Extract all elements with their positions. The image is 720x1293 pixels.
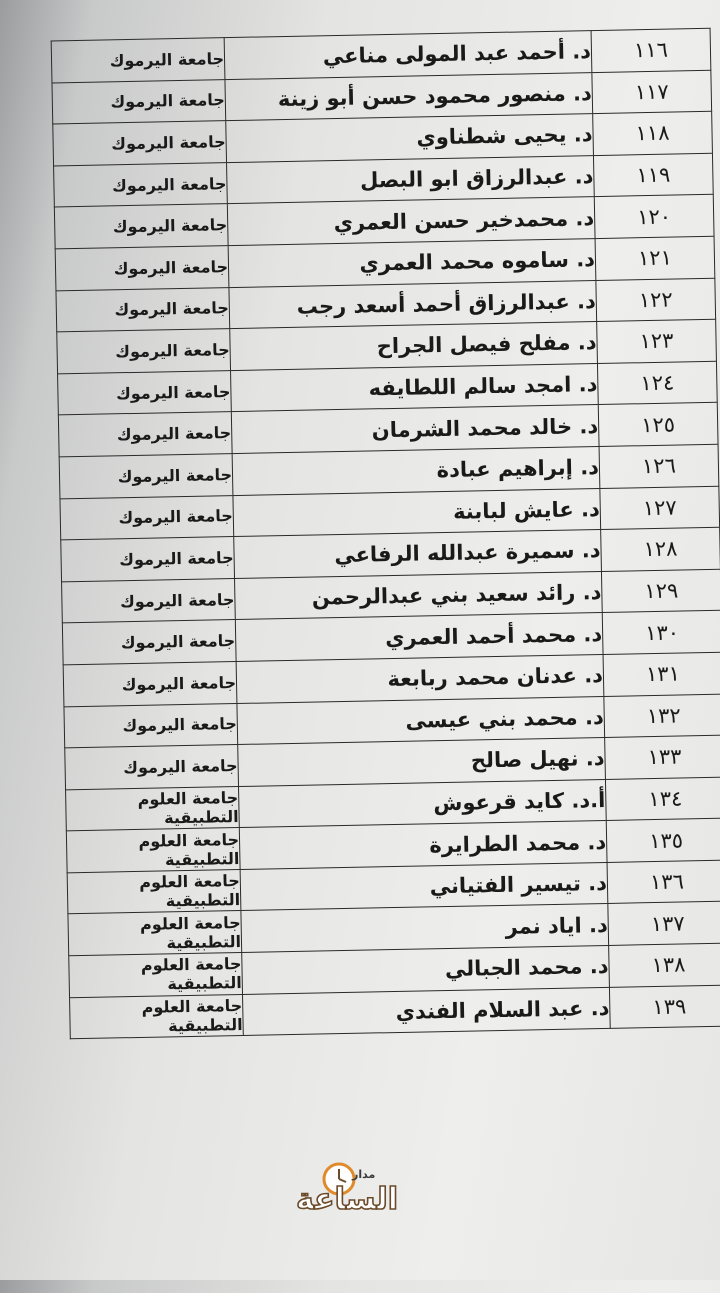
names-table [51,28,720,1040]
row-number: ١١٧ [592,70,712,114]
row-university: جامعة العلوم التطبيقية [67,869,241,914]
row-name: أ.د. كايد قرعوش [239,779,607,828]
row-name: د. مفلح فيصل الجراح [230,322,598,371]
row-number: ١٢٥ [598,403,718,447]
row-name: د. إبراهيم عبادة [232,446,600,495]
row-university: جامعة العلوم التطبيقية [70,994,244,1039]
row-university: جامعة اليرموك [56,287,230,332]
row-number: ١٣٥ [606,818,720,862]
row-name: د. محمد الطرايرة [239,821,607,870]
row-number: ١٢٣ [597,319,717,363]
names-table-body [51,28,720,1039]
row-university: جامعة اليرموك [59,454,233,499]
row-name: د. يحيى شطناوي [226,114,594,163]
row-name: د. سميرة عبدالله الرفاعي [234,530,602,579]
row-university: جامعة اليرموك [63,661,237,706]
row-name: د. عدنان محمد ربابعة [236,654,604,703]
row-university: جامعة اليرموك [51,38,225,83]
row-number: ١٢١ [595,236,715,280]
row-name: د. اياد نمر [241,904,609,953]
row-number: ١٢٢ [596,278,716,322]
row-name: د. خالد محمد الشرمان [231,405,599,454]
row-name: د. عبدالرزاق أحمد أسعد رجب [229,280,597,329]
row-university: جامعة اليرموك [54,204,228,249]
row-number: ١٢٦ [599,444,719,488]
row-university: جامعة اليرموك [61,537,235,582]
row-number: ١٣٩ [609,985,720,1029]
row-university: جامعة اليرموك [57,329,231,374]
row-number: ١٣٢ [604,694,720,738]
row-number: ١١٩ [593,153,713,197]
row-number: ١٢٠ [594,195,714,239]
row-name: د. أحمد عبد المولى مناعي [224,31,592,80]
watermark-logo [292,1162,402,1220]
row-university: جامعة اليرموك [62,620,236,665]
row-university: جامعة العلوم التطبيقية [66,786,240,831]
watermark-logo-text: الساعة [295,1182,399,1217]
row-number: ١٢٩ [601,569,720,613]
row-university: جامعة اليرموك [64,703,238,748]
row-name: د. محمد بني عيسى [237,696,605,745]
row-university: جامعة اليرموك [60,495,234,540]
row-name: د. عبدالرزاق ابو البصل [227,155,595,204]
row-university: جامعة اليرموك [54,162,228,207]
row-name: د. منصور محمود حسن أبو زينة [225,72,593,121]
row-name: د. امجد سالم اللطايفه [231,363,599,412]
row-name: د. محمد أحمد العمري [235,613,603,662]
row-number: ١٢٤ [597,361,717,405]
row-number: ١٣٧ [608,902,720,946]
row-number: ١٣٣ [605,735,720,779]
row-name: د. نهيل صالح [238,738,606,787]
row-name: د. ساموه محمد العمري [228,239,596,288]
row-university: جامعة العلوم التطبيقية [68,911,242,956]
row-name: د. تيسير الفتياني [240,862,608,911]
row-university: جامعة اليرموك [55,246,229,291]
row-number: ١١٨ [593,111,713,155]
row-number: ١١٦ [591,28,711,72]
row-university: جامعة اليرموك [58,412,232,457]
row-name: د. رائد سعيد بني عبدالرحمن [235,571,603,620]
row-university: جامعة اليرموك [65,745,239,790]
row-name: د. عبد السلام الفندي [243,987,611,1036]
row-number: ١٣٨ [609,943,720,987]
row-number: ١٣٠ [602,611,720,655]
row-university: جامعة اليرموك [52,79,226,124]
row-university: جامعة العلوم التطبيقية [66,828,240,873]
row-university: جامعة العلوم التطبيقية [69,953,243,998]
row-name: د. محمدخير حسن العمري [227,197,595,246]
row-name: د. عايش لبابنة [233,488,601,537]
row-university: جامعة اليرموك [53,121,227,166]
row-university: جامعة اليرموك [62,578,236,623]
row-number: ١٣١ [603,652,720,696]
row-number: ١٣٤ [605,777,720,821]
row-number: ١٢٧ [600,486,720,530]
row-number: ١٣٦ [607,860,720,904]
row-university: جامعة اليرموك [58,370,232,415]
row-name: د. محمد الجبالي [242,945,610,994]
watermark-logo-small-text: مدار [352,1168,376,1181]
row-number: ١٢٨ [601,527,720,571]
